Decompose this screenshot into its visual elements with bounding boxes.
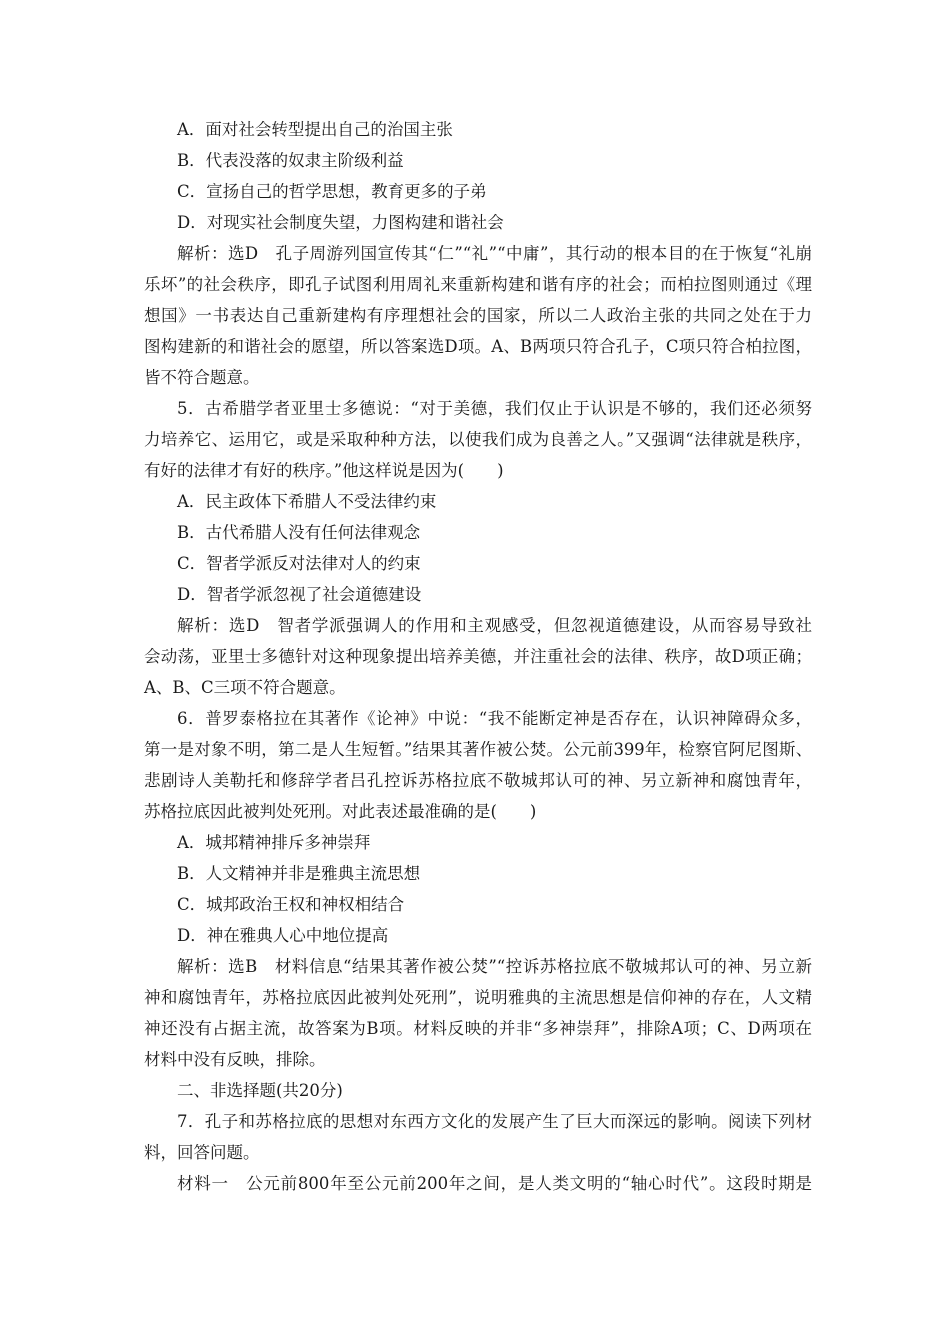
q5-stem-line-2: 力培养它、运用它，或是采取种种方法，以使我们成为良善之人。”又强调“法律就是秩序， xyxy=(144,430,812,449)
q4-option-a: A．面对社会转型提出自己的治国主张 xyxy=(177,120,453,139)
q4-option-d: D．对现实社会制度失望，力图构建和谐社会 xyxy=(177,213,504,232)
q4-analysis-line-4: 图构建新的和谐社会的愿望，所以答案选D项。A、B两项只符合孔子，C项只符合柏拉图， xyxy=(144,337,812,356)
q7-material-1: 材料一 公元前800年至公元前200年之间，是人类文明的“轴心时代”。这段时期是 xyxy=(177,1174,812,1193)
q6-stem-line-3: 悲剧诗人美勒托和修辞学者吕孔控诉苏格拉底不敬城邦认可的神、另立新神和腐蚀青年， xyxy=(144,771,812,790)
q5-option-d: D．智者学派忽视了社会道德建设 xyxy=(177,585,422,604)
q5-option-c: C．智者学派反对法律对人的约束 xyxy=(177,554,421,573)
q4-analysis-line-2: 乐坏”的社会秩序，即孔子试图利用周礼来重新构建和谐有序的社会；而柏拉图则通过《理 xyxy=(144,275,812,294)
q4-analysis-line-5: 皆不符合题意。 xyxy=(144,368,260,387)
q5-analysis-line-1: 解析：选D 智者学派强调人的作用和主观感受，但忽视道德建设，从而容易导致社 xyxy=(177,616,812,635)
q5-stem-line-1: 5．古希腊学者亚里士多德说：“对于美德，我们仅止于认识是不够的，我们还必须努 xyxy=(177,399,812,418)
q6-analysis-line-4: 材料中没有反映，排除。 xyxy=(144,1050,326,1069)
q5-option-a: A．民主政体下希腊人不受法律约束 xyxy=(177,492,437,511)
q7-stem-line-1: 7．孔子和苏格拉底的思想对东西方文化的发展产生了巨大而深远的影响。阅读下列材 xyxy=(177,1112,812,1131)
q6-analysis-line-2: 神和腐蚀青年，苏格拉底因此被判处死刑”，说明雅典的主流思想是信仰神的存在，人文精 xyxy=(144,988,812,1007)
q6-option-b: B．人文精神并非是雅典主流思想 xyxy=(177,864,421,883)
q5-analysis-line-2: 会动荡，亚里士多德针对这种现象提出培养美德，并注重社会的法律、秩序，故D项正确； xyxy=(144,647,812,666)
q6-option-d: D．神在雅典人心中地位提高 xyxy=(177,926,389,945)
q6-option-a: A．城邦精神排斥多神崇拜 xyxy=(177,833,371,852)
q5-option-b: B．古代希腊人没有任何法律观念 xyxy=(177,523,421,542)
q5-stem-line-3: 有好的法律才有好的秩序。”他这样说是因为( ) xyxy=(144,461,504,480)
q6-analysis-line-3: 神还没有占据主流，故答案为B项。材料反映的并非“多神崇拜”，排除A项；C、D两项在 xyxy=(144,1019,812,1038)
q6-stem-line-4: 苏格拉底因此被判处死刑。对此表述最准确的是( ) xyxy=(144,802,537,821)
section-heading: 二、非选择题(共20分) xyxy=(177,1081,343,1100)
q6-option-c: C．城邦政治王权和神权相结合 xyxy=(177,895,405,914)
q6-analysis-line-1: 解析：选B 材料信息“结果其著作被公焚”“控诉苏格拉底不敬城邦认可的神、另立新 xyxy=(177,957,812,976)
q7-stem-line-2: 料，回答问题。 xyxy=(144,1143,260,1162)
q4-option-b: B．代表没落的奴隶主阶级利益 xyxy=(177,151,404,170)
q4-analysis-line-1: 解析：选D 孔子周游列国宣传其“仁”“礼”“中庸”，其行动的根本目的在于恢复“礼崩 xyxy=(177,244,812,263)
q5-analysis-line-3: A、B、C三项不符合题意。 xyxy=(144,678,346,697)
q4-option-c: C．宣扬自己的哲学思想，教育更多的子弟 xyxy=(177,182,487,201)
q4-analysis-line-3: 想国》一书表达自己重新建构有序理想社会的国家，所以二人政治主张的共同之处在于力 xyxy=(144,306,812,325)
q6-stem-line-2: 第一是对象不明，第二是人生短暂。”结果其著作被公焚。公元前399年，检察官阿尼图斯、 xyxy=(144,740,812,759)
document-page xyxy=(144,114,812,1199)
q6-stem-line-1: 6．普罗泰格拉在其著作《论神》中说：“我不能断定神是否存在，认识神障碍众多， xyxy=(177,709,812,728)
